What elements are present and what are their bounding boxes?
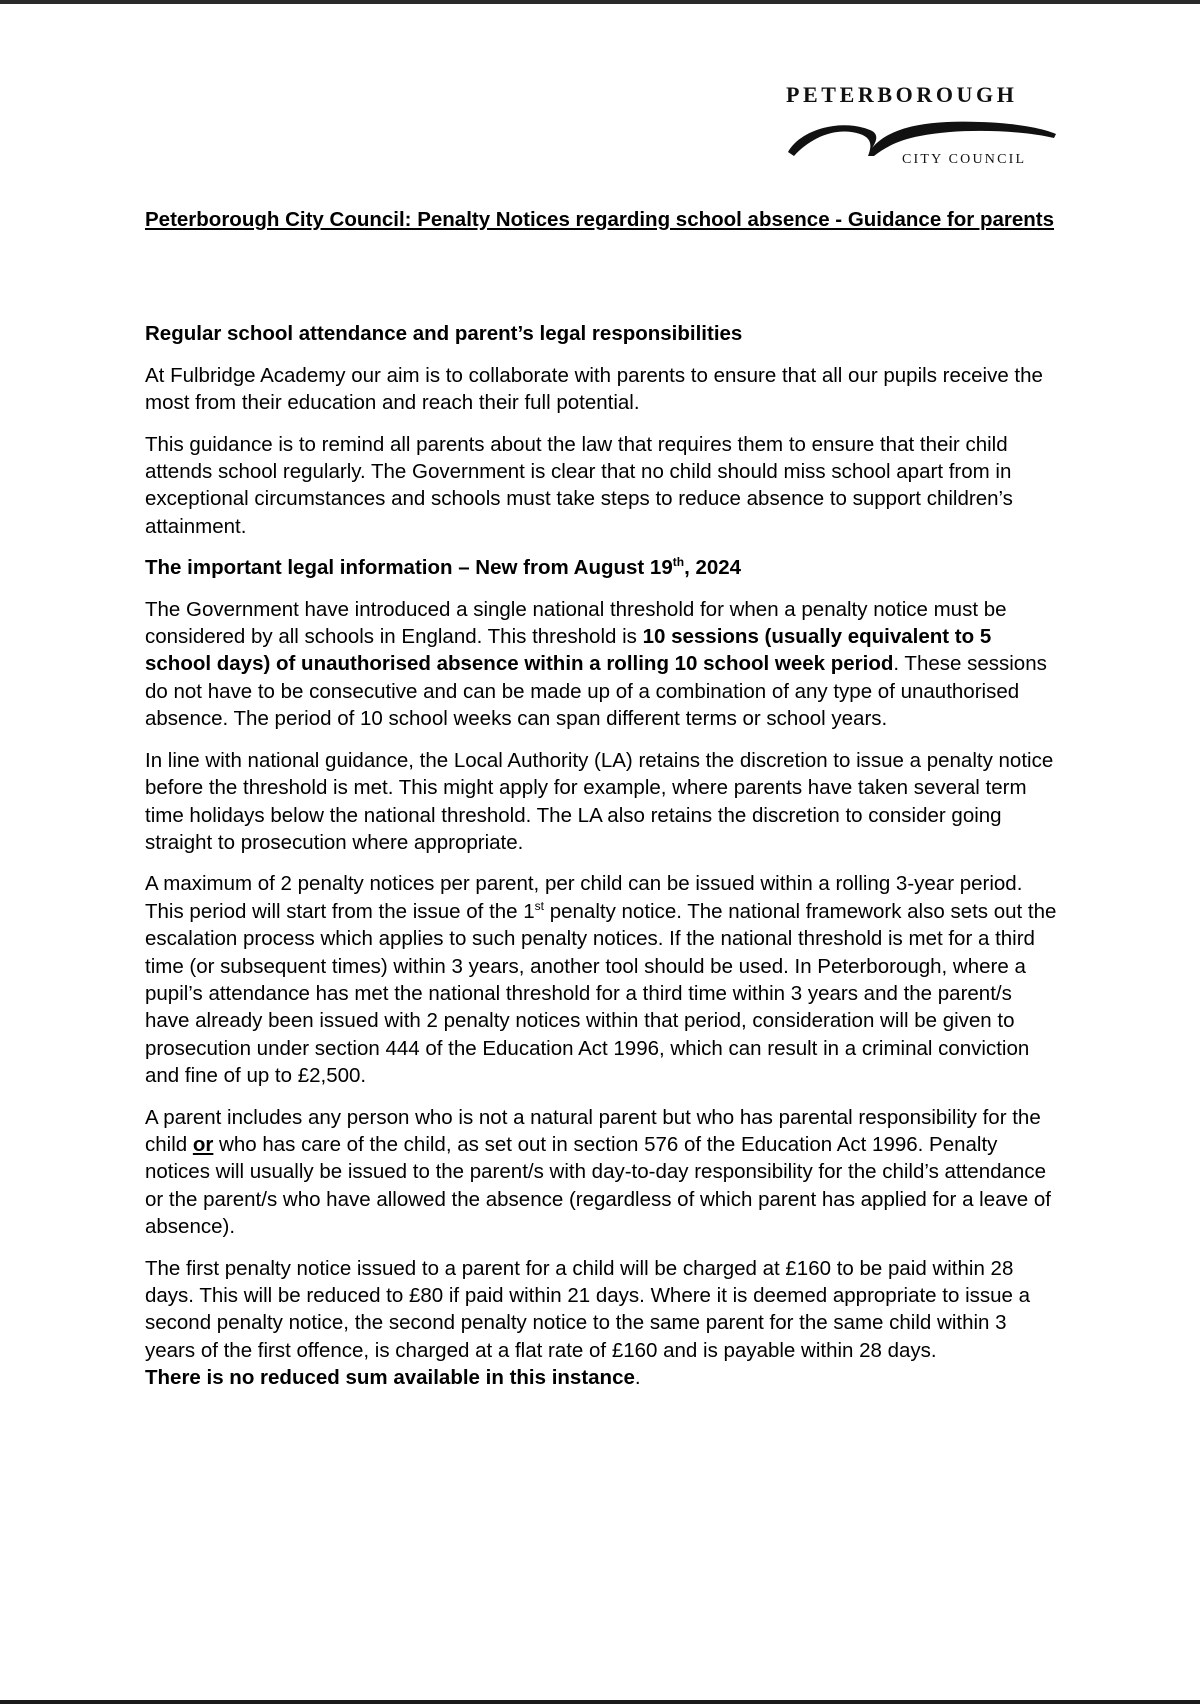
logo-bottom-text: CITY COUNCIL [902, 152, 1027, 167]
document-body [145, 206, 1060, 1392]
paragraph-discretion: In line with national guidance, the Local Authority (LA) retains the discretion to issue a penalty notice before the threshold is met. This might apply for example, where parents have taken several term time holidays below the national threshold. The LA also retains the discretion to consider going straight to prosecution where appropriate. [145, 748, 1054, 854]
paragraph-maximum-notices: A maximum of 2 penalty notices per parent, per child can be issued within a rolling 3-year period. This period will start from the issue of the 1st penalty notice. The national framework also sets out the escalation process which applies to such penalty notices. If the national threshold is met for a third time (or subsequent times) within 3 years, another tool should be used. In Peterborough, where a pupil’s attendance has met the national threshold for a third time within 3 years and the parent/s have already been issued with 2 penalty notices within that period, consideration will be given to prosecution under section 444 of the Education Act 1996, which can result in a criminal conviction and fine of up to £2,500. [145, 872, 1057, 1088]
section-heading-legal: The important legal information – New from August 19th, 2024 [145, 555, 742, 580]
document-title: Peterborough City Council: Penalty Notices regarding school absence - Guidance for parents [145, 208, 1055, 231]
section-heading-attendance: Regular school attendance and parent’s legal responsibilities [145, 322, 743, 346]
logo-top-text: PETERBOROUGH [786, 82, 1018, 107]
paragraph-aim: At Fulbridge Academy our aim is to collaborate with parents to ensure that all our pupils receive the most from their education and reach their full potential. [145, 363, 1043, 415]
bottom-border [0, 1700, 1200, 1704]
paragraph-parent-definition: A parent includes any person who is not a natural parent but who has parental responsibility for the child or who has care of the child, as set out in section 576 of the Education Act 1996. Penalty notices will usually be issued to the parent/s with day-to-day responsibility for the child’s attendance or the parent/s who have allowed the absence (regardless of which parent has applied for a leave of absence). [145, 1105, 1051, 1239]
paragraph-threshold: The Government have introduced a single national threshold for when a penalty notice must be considered by all schools in England. This threshold is 10 sessions (usually equivalent to 5 school days) of unauthorised absence within a rolling 10 school week period. These sessions do not have to be consecutive and can be made up of a combination of any type of unauthorised absence. The period of 10 school weeks can span different terms or school years. [145, 597, 1047, 731]
threshold-emphasis: 10 sessions (usually equivalent to 5 school days) of unauthorised absence within a rolling 10 school week period [145, 625, 992, 676]
paragraph-no-reduced-sum: There is no reduced sum available in this instance. [145, 1366, 641, 1390]
peterborough-city-council-logo [780, 78, 1062, 178]
or-emphasis: or [192, 1132, 214, 1156]
top-border [0, 0, 1200, 4]
paragraph-guidance: This guidance is to remind all parents about the law that requires them to ensure that their child attends school regularly. The Government is clear that no child should miss school apart from in exceptional circumstances and schools must take steps to reduce absence to support children’s attainment. [145, 432, 1013, 538]
paragraph-charges: The first penalty notice issued to a parent for a child will be charged at £160 to be paid within 28 days. This will be reduced to £80 if paid within 21 days. Where it is deemed appropriate to issue a second penalty notice, the second penalty notice to the same parent for the same child within 3 years of the first offence, is charged at a flat rate of £160 and is payable within 28 days. [145, 1256, 1031, 1362]
